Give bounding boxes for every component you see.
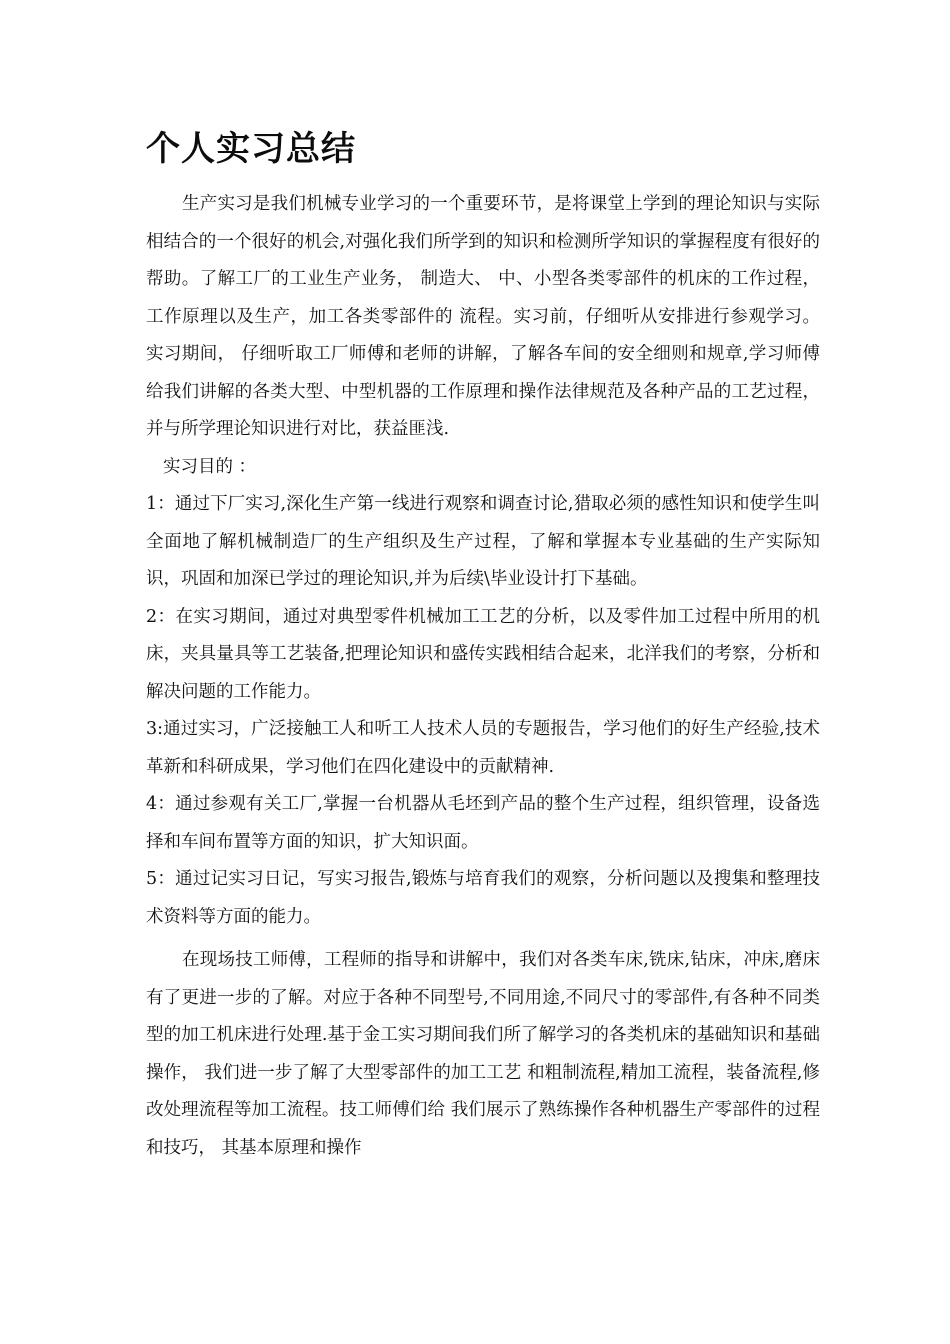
document-body <box>146 124 820 1167</box>
purpose-item-5: 5：通过记实习日记，写实习报告,锻炼与培育我们的观察，分析问题以及搜集和整理技术资料等方面的能力。 <box>146 869 820 927</box>
document-title: 个人实习总结 <box>146 129 356 169</box>
intro-paragraph: 生产实习是我们机械专业学习的一个重要环节，是将课堂上学到的理论知识与实际相结合的一个很好的机会,对强化我们所学到的知识和检测所学知识的掌握程度有很好的帮助。了解工厂的工业生产业务， 制造大、 中、小型各类零部件的机床的工作过程，工作原理以及生产，加工各类零部件的 流程。实习前，仔细听从安排进行参观学习。 实习期间， 仔细听取工厂师傅和老师的讲解，了解各车间的安全细则和规章,学习师傅给我们讲解的各类大型、中型机器的工作原理和操作法律规范及各种产品的工艺过程， 并与所学理论知识进行对比，获益匪浅. <box>146 194 820 439</box>
purpose-heading: 实习目的 ： <box>163 456 257 477</box>
purpose-item-1: 1：通过下厂实习,深化生产第一线进行观察和调查讨论,猎取必须的感性知识和使学生叫全面地了解机械制造厂的生产组织及生产过程，了解和掌握本专业基础的生产实际知识，巩固和加深已学过的理论知识,并为后续\毕业设计打下基础。 <box>146 494 820 589</box>
purpose-item-2: 2：在实习期间，通过对典型零件机械加工工艺的分析，以及零件加工过程中所用的机床，夹具量具等工艺装备,把理论知识和盛传实践相结合起来，北洋我们的考察，分析和解决问题的工作能力。 <box>146 606 820 702</box>
closing-paragraph: 在现场技工师傅，工程师的指导和讲解中，我们对各类车床,铣床,钻床，冲床,磨床有了更进一步的了解。对应于各种不同型号,不同用途,不同尺寸的零部件,有各种不同类型的加工机床进行处理.基于金工实习期间我们所了解学习的各类机床的基础知识和基础操作， 我们进一步了解了大型零部件的加工工艺 和粗制流程,精加工流程，装备流程,修改处理流程等加工流程。技工师傅们给 我们展示了熟练操作各种机器生产零部件的过程和技巧， 其基本原理和操作 <box>146 950 820 1158</box>
purpose-item-4: 4：通过参观有关工厂,掌握一台机器从毛坯到产品的整个生产过程，组织管理，设备选择和车间布置等方面的知识，扩大知识面。 <box>146 794 820 852</box>
purpose-item-3: 3:通过实习，广泛接触工人和听工人技术人员的专题报告，学习他们的好生产经验,技术革新和科研成果，学习他们在四化建设中的贡献精神. <box>146 719 820 777</box>
